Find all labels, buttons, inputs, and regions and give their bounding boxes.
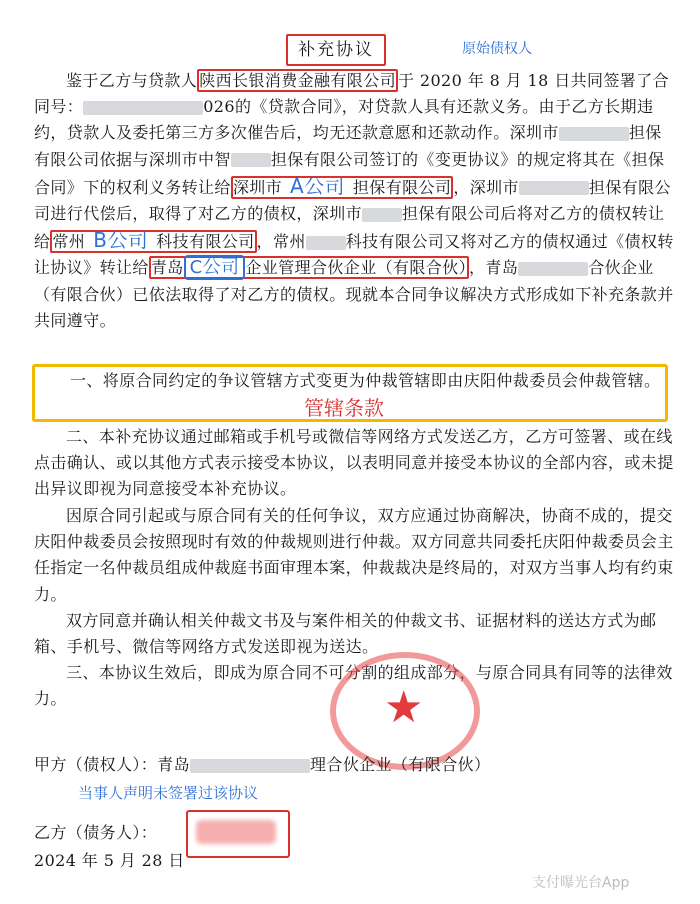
- text-segment: 合伙企业（有限合伙）已依法取得了对乙方的债权。现就本合同争议解决方式形成如下补充条款并共同遵守。: [34, 258, 674, 330]
- lender-name: 陕西长银消费金融有限公司: [199, 71, 397, 90]
- redacted-signature: [196, 820, 276, 844]
- company-c-tag: C公司: [184, 255, 246, 280]
- text-segment: 的《贷款合同》，对贷款人具有还款义务。由于乙方长期违约，贷款人及委托第三方多次催告后，均无还款意愿和还款动作。深圳市: [34, 97, 654, 143]
- text-segment: 科技有限公司又将对乙方的债权通过《债权转让协议》转让给: [34, 232, 674, 278]
- text-segment: 担保有限公司后将对乙方的债权转让给: [34, 204, 665, 252]
- clause-2-dispute: 因原合同引起或与原合同有关的任何争议，双方应通过协商解决，协商不成的，提交庆阳仲裁委员会按照现时有效的仲裁规则进行仲裁。双方同意共同委托庆阳仲裁委员会主任指定一名仲裁员组成仲裁庭书面审理本案，仲裁裁决是终局的，对双方当事人均有约束力。: [34, 506, 674, 604]
- original-creditor-note: 原始债权人: [462, 41, 532, 57]
- redacted-block: [231, 153, 271, 167]
- text-segment: 于 2020 年 8 月 18 日共同签署了合同号：: [34, 71, 669, 117]
- contract-number-tail: 026: [203, 97, 235, 117]
- redacted-block: [362, 208, 402, 222]
- party-a-line: [34, 752, 674, 778]
- company-a-highlight: [231, 173, 454, 199]
- text-segment: ，常州: [256, 232, 306, 252]
- text-segment: 担保有限公司依据与深圳市中智: [34, 123, 662, 169]
- company-c-highlight: [149, 256, 469, 279]
- company-a-tag: A公司: [290, 173, 345, 198]
- company-c-name: 企业管理合伙企业（有限合伙）: [245, 258, 468, 278]
- text-segment: ，深圳市: [453, 177, 519, 197]
- redacted-block: [559, 127, 629, 141]
- text-segment: 担保有限公司进行代偿后，取得了对乙方的债权，深圳市: [34, 177, 671, 224]
- page-title: 补充协议: [286, 34, 386, 66]
- redacted-block: [519, 181, 589, 195]
- party-a-label: 甲方（债权人）：青岛: [34, 755, 191, 774]
- company-b-tag: B公司: [93, 228, 149, 253]
- paragraph-recitals: [34, 68, 674, 334]
- jurisdiction-tag: 管辖条款: [304, 396, 384, 420]
- party-b-line: [34, 820, 674, 846]
- text-segment: 担保有限公司签订的《变更协议》的规定将其在《担保合同》下的权利义务转让给: [34, 149, 665, 197]
- sign-date: 2024 年 5 月 28 日: [34, 851, 185, 870]
- redacted-block: [306, 236, 346, 250]
- clause-2-service: 双方同意并确认相关仲裁文书及与案件相关的仲裁文书、证据材料的送达方式为邮箱、手机号、微信等网络方式发送即视为送达。: [34, 611, 657, 657]
- company-b-suffix: 科技有限公司: [156, 232, 255, 252]
- company-c-prefix: 青岛: [150, 258, 184, 278]
- text-segment: 鉴于乙方与贷款人: [66, 71, 198, 90]
- star-icon: ★: [384, 682, 424, 733]
- company-a-prefix: 深圳市: [232, 177, 283, 197]
- company-b-highlight: [50, 230, 256, 253]
- company-a-suffix: 担保有限公司: [352, 177, 452, 197]
- redacted-block: [518, 262, 588, 276]
- clause-2: 二、本补充协议通过邮箱或手机号或微信等网络方式发送乙方，乙方可签署、或在线点击确认、或以其他方式表示接受本协议，以表明同意并接受本协议的全部内容，或未提出异议即视为同意接受本补充协议。: [34, 427, 674, 499]
- redacted-block: [83, 101, 203, 115]
- clause-3: 三、本协议生效后，即成为原合同不可分割的组成部分，与原合同具有同等的法律效力。: [34, 663, 673, 709]
- watermark: 支付曝光台App: [532, 875, 630, 891]
- company-b-prefix: 常州: [52, 232, 86, 252]
- not-signed-note: 当事人声明未签署过该协议: [78, 784, 259, 802]
- party-b-label: 乙方（债务人）：: [34, 823, 158, 842]
- text-segment: ，青岛: [469, 258, 519, 278]
- party-a-name-tail: 理合伙企业（有限合伙）: [310, 755, 491, 774]
- clause-1: 一、将原合同约定的争议管辖方式变更为仲裁管辖即由庆阳仲裁委员会仲裁管辖。: [70, 371, 661, 390]
- redacted-block: [190, 759, 310, 773]
